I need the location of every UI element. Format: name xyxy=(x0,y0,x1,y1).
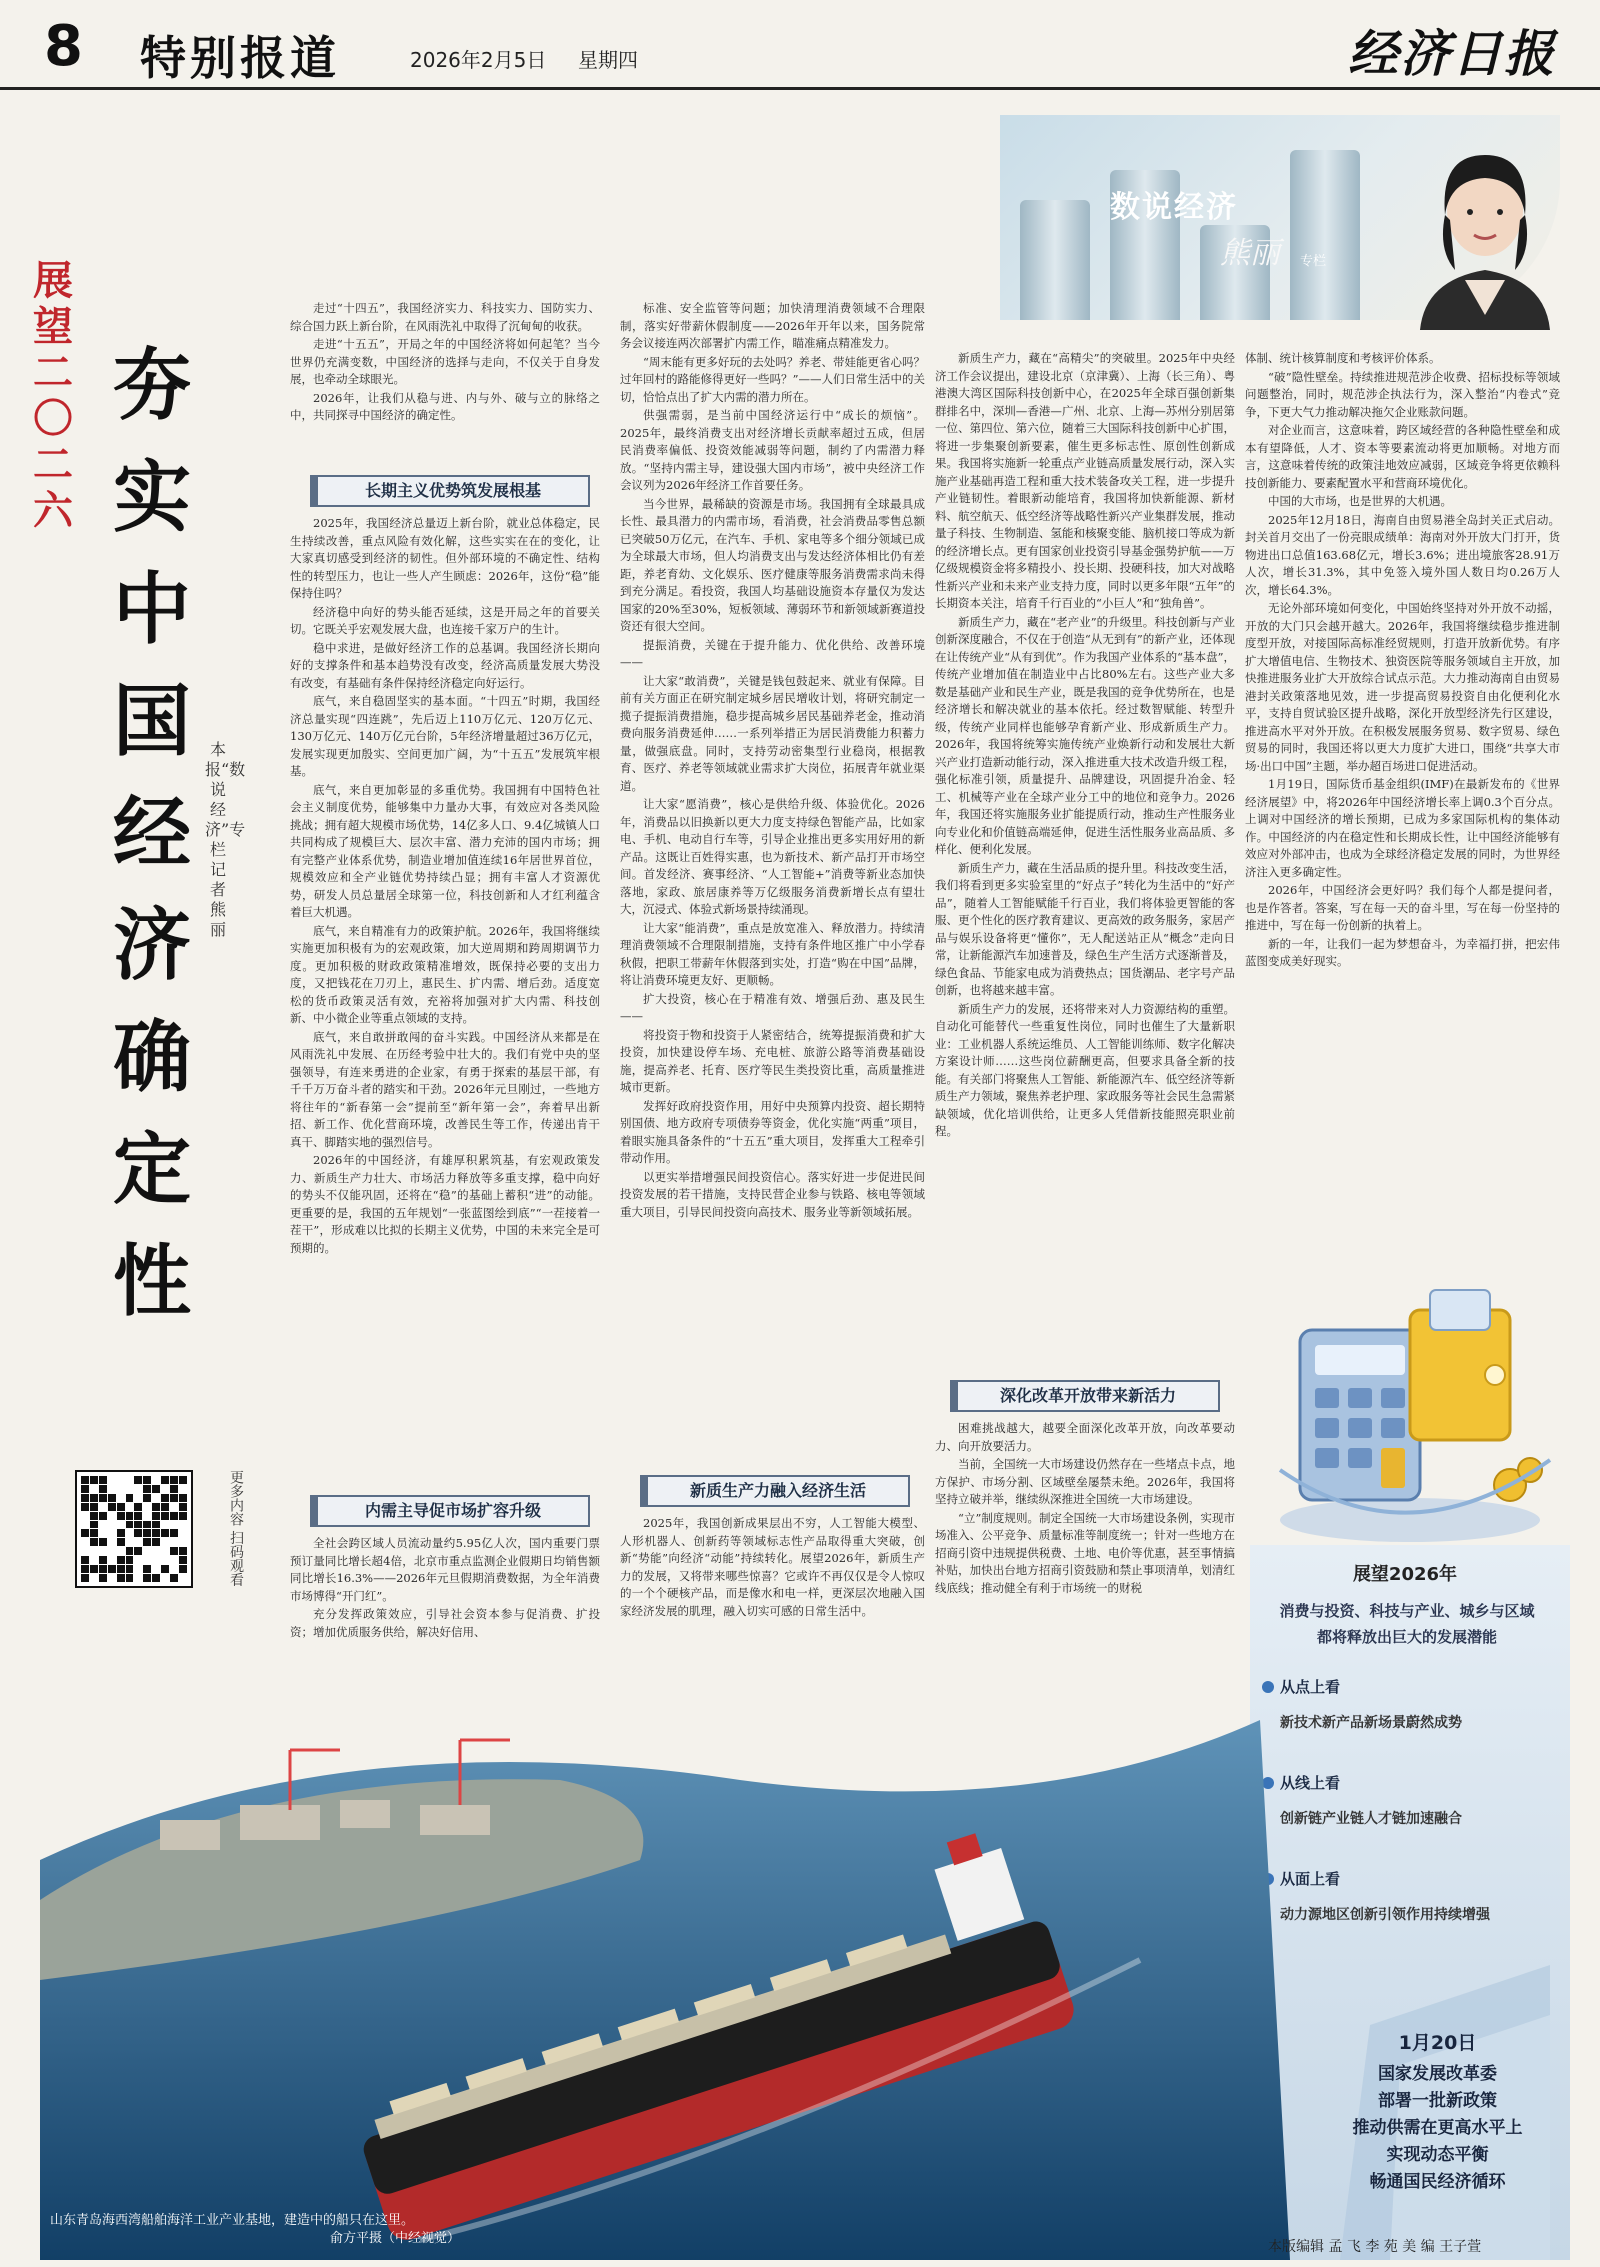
column-suffix: 专栏 xyxy=(1300,254,1327,269)
page-title: 夯实中国经济确定性 xyxy=(112,341,191,1327)
paragraph: 2026年，中国经济会更好吗？我们每个人都是提问者，也是作答者。答案，写在每一天的奋斗里，写在每一份坚持的推进中，写在每一份创新的执着上。 xyxy=(1245,883,1560,932)
paragraph: 底气，来自稳固坚实的基本面。“十四五”时期，我国经济总量实现“四连跳”，先后迈上110万亿元、120万亿元、130万亿元、140万亿元台阶，5年经济增量超过36万亿元，发展实现更加殷实、空间更加广阔，为“十五五”发展筑牢根基。 xyxy=(290,694,600,778)
paragraph: 新的一年，让我们一起为梦想奋斗，为幸福打拼，把宏伟蓝图变成美好现实。 xyxy=(1245,936,1560,968)
paragraph: 经济稳中向好的势头能否延续，这是开局之年的首要关切。它既关乎宏观发展大盘，也连接千家万户的生计。 xyxy=(290,604,600,636)
paragraph: 中国的大市场，也是世界的大机遇。 xyxy=(1268,494,1452,508)
issue-date: 2026年2月5日 xyxy=(410,48,547,72)
paragraph: 无论外部环境如何变化，中国始终坚持对外开放不动摇，开放的大门只会越开越大。2026年，我国将继续稳步推进制度型开放，对接国际高标准经贸规则，打造开放新优势。有序扩大增值电信、生物技术、独资医院等服务领域自主开放，加快推进服务业扩大开放综合试点示范。大力推动海南自由贸易港封关政策落地见效，进一步提高贸易投资自由化便利化水平，支持自贸试验区提升战略，深化开放型经济先行区建设，推进高水平对外开放。在积极发展服务贸易、数字贸易、绿色贸易的同时，我国还将以更大力度扩大进口，围绕“共享大市场·出口中国”主题，举办超百场进口促进活动。 xyxy=(1245,601,1560,773)
paragraph: 新质生产力的发展，还将带来对人力资源结构的重塑。自动化可能替代一些重复性岗位，同时也催生了大量新职业：工业机器人系统运维员、人工智能训练师、数字化解决方案设计师……这些岗位薪酬更高，但要求具备全新的技能。有关部门将聚焦人工智能、新能源汽车、低空经济等新质生产力领域，聚焦养老护理、家政服务等社会民生急需紧缺领域，优化培训供给，让更多人凭借新技能照亮职业前程。 xyxy=(935,1001,1235,1138)
paragraph: 走过“十四五”，我国经济实力、科技实力、国防实力、综合国力跃上新台阶，在风雨洗礼中取得了沉甸甸的收获。 xyxy=(290,301,600,333)
paragraph: 底气，来自敢拼敢闯的奋斗实践。中国经济从来都是在风雨洗礼中发展、在历经考验中壮大的。我们有党中央的坚强领导，有连来勇进的企业家，有勇于探索的基层干部，有千千万万奋斗者的踏实和干劲。2026年元旦刚过，一些地方将往年的“新春第一会”提前至“新年第一会”，奔着早出新招、新工作、优化营商环境，改善民生等工作，传递出肯干真干、脚踏实地的强烈信号。 xyxy=(290,1029,600,1149)
column-name: 数说经济 xyxy=(1110,190,1238,225)
article-col2-a xyxy=(620,300,925,1465)
paragraph: 扩大投资，核心在于精准有效、增强后劲、惠及民生—— xyxy=(620,991,925,1023)
paragraph: 让大家“敢消费”，关键是钱包鼓起来、就业有保障。目前有关方面正在研究制定城乡居民增收计划，将研究制定一揽子提振消费措施，稳步提高城乡居民基础养老金，推动消费向服务消费延伸……一系列举措正为居民消费能力积蓄力量，做强底盘。同时，支持劳动密集型行业稳岗，根据教育、医疗、养老等领域就业需求扩大岗位，拓展青年就业渠道。 xyxy=(620,673,925,793)
paragraph: 走进“十五五”，开局之年的中国经济将如何起笔？当今世界仍充满变数，中国经济的选择与走向，不仅关于自身发展，也牵动全球眼光。 xyxy=(290,337,600,386)
byline: 本报“数说经济”专栏记者 熊 丽 xyxy=(205,740,246,939)
qr-code[interactable] xyxy=(75,1470,193,1588)
subhead-domestic-demand: 内需主导促市场扩容升级 xyxy=(310,1495,590,1527)
article-col1-intro xyxy=(290,300,600,465)
column-author-signature: 熊丽 xyxy=(1220,236,1280,271)
subhead-new-productivity: 新质生产力融入经济生活 xyxy=(640,1475,910,1507)
paragraph: 当前，全国统一大市场建设仍然存在一些堵点卡点，地方保护、市场分割、区域壁垒屡禁未绝。2026年，我国将坚持立破并举，继续纵深推进全国统一大市场建设。 xyxy=(935,1457,1235,1506)
paragraph: 2026年，让我们从稳与进、内与外、破与立的脉络之中，共同探寻中国经济的确定性。 xyxy=(290,390,600,422)
paragraph: 稳中求进，是做好经济工作的总基调。我国经济长期向好的支撑条件和基本趋势没有改变，经济高质量发展大势没有改变，有基础有条件保持经济稳定向好运行。 xyxy=(290,640,600,690)
paragraph: 体制、统计核算制度和考核评价体系。 xyxy=(1245,351,1441,365)
subhead-reform-opening: 深化改革开放带来新活力 xyxy=(950,1380,1220,1412)
page-header xyxy=(0,0,1600,90)
calculator-wallet-illustration xyxy=(1260,1270,1560,1550)
paragraph: 困难挑战越大，越要全面深化改革开放，向改革要动力、向开放要活力。 xyxy=(935,1421,1235,1453)
paragraph: 2025年12月18日，海南自由贸易港全岛封关正式启动。封关首月交出了一份亮眼成绩单：海南对外开放大门打开，货物进出口总值163.68亿元，增长3.6%；进出境旅客28.91万人次，增长31.3%，其中免签入境外国人数日均0.26万人次，增长64.3%。 xyxy=(1245,512,1560,597)
paragraph: 全社会跨区域人员流动量约5.95亿人次，国内重要门票预订量同比增长超4倍，北京市重点监测企业假期日均销售额同比增长16.3%——2026年元旦假期消费数据，为全年消费市场博得“开门红”。 xyxy=(290,1536,600,1603)
paragraph: 2025年，我国经济总量迈上新台阶，就业总体稳定，民生持续改善，重点风险有效化解，这些实实在在的变化，让大家真切感受到经济的韧性。但外部环境的不确定性、结构性的转型压力，也让一些人产生顾虑：2026年，这份“稳”能保持住吗？ xyxy=(290,516,600,600)
outlook-item-head: 从面上看 xyxy=(1262,1868,1340,1889)
paragraph: 以更实举措增强民间投资信心。落实好进一步促进民间投资发展的若干措施，支持民营企业参与铁路、核电等领域重大项目，引导民间投资向高技术、服务业等新领域拓展。 xyxy=(620,1169,925,1219)
masthead-logo: 经济日报 xyxy=(1348,24,1556,83)
paragraph: 让大家“能消费”，重点是放宽准入、释放潜力。持续清理消费领域不合理限制措施，支持有条件地区推广中小学春秋假，把职工带薪年休假落到实处，打造“购在中国”品牌，将让消费环境更友好、更顺畅。 xyxy=(620,920,925,987)
policy-line: 实现动态平衡 xyxy=(1386,2145,1489,2165)
paragraph: “立”制度规则。制定全国统一大市场建设条例，实现市场准入、公平竞争、质量标准等制度统一；针对一些地方在招商引资中违规提供税费、土地、电价等优惠，甚至事情搞补贴，加快出台地方招商引资鼓励和禁止事项清单，划清红线底线；推动健全有利于市场统一的财税 xyxy=(935,1510,1235,1595)
paragraph: 充分发挥政策效应，引导社会资本参与促消费、扩投资；增加优质服务供给，解决好信用、 xyxy=(290,1607,600,1639)
outlook-item-text: 动力源地区创新引领作用持续增强 xyxy=(1280,1907,1490,1923)
page-number: 8 xyxy=(44,14,83,79)
paragraph: 让大家“愿消费”，核心是供给升级、体验优化。2026年，消费品以旧换新以更大力度支持绿色智能产品，比如家电、手机、电动自行车等，引导企业推出更多实用好用的新产品。这既让百姓得实惠，也为新技术、新产品打开市场空间。首发经济、赛事经济、“人工智能+”消费等新业态加快落地，家政、旅居康养等万亿级服务消费新增长点有望壮大，沉浸式、体验式新场景持续涌现。 xyxy=(620,797,925,916)
paragraph: 对企业而言，这意味着，跨区域经营的各种隐性壁垒和成本有望降低，人才、资本等要素流动将更加顺畅。对地方而言，这意味着传统的政策洼地效应减弱，区域竞争将更依赖科技创新能力、要素配置水平和营商环境优化。 xyxy=(1245,423,1560,490)
outlook-subtitle-line: 都将释放出巨大的发展潜能 xyxy=(1316,1628,1497,1646)
policy-box xyxy=(1325,2028,1550,2196)
article-col3-a xyxy=(935,350,1235,1350)
author-portrait xyxy=(1410,130,1560,330)
paragraph: 提振消费，关键在于提升能力、优化供给、改善环境—— xyxy=(620,637,925,669)
photo-caption xyxy=(50,2212,460,2248)
paragraph: 新质生产力，藏在生活品质的提升里。科技改变生活，我们将看到更多实验室里的“好点子”转化为生活中的“好产品”，随着人工智能赋能千行百业，我们将体验更智能的客服、更个性化的医疗教育建议、更高效的政务服务，家居产品与娱乐设备将更“懂你”，无人配送站正从“概念”走向日常，让新能源汽车加速普及，绿色生产生活方式逐渐普及，绿色食品、节能家电成为消费热点；国货潮品、老字号产品创新，也将越来越丰富。 xyxy=(935,860,1235,997)
photo-caption-line: 山东青岛海西湾船舶海洋工业产业基地，建造中的船只在这里。 xyxy=(50,2213,415,2228)
article-col1-main xyxy=(290,515,600,1515)
qr-caption: 更多内容 扫码观看 xyxy=(228,1470,244,1587)
paragraph: 2026年的中国经济，有雄厚积累筑基，有宏观政策发力、新质生产力壮大、市场活力释放等多重支撑，稳中向好的势头不仅能巩固，还将在“稳”的基础上蓄积“进”的动能。更重要的是，我国的五年规划“一张蓝图绘到底”“一茬接着一茬干”，形成难以比拟的长期主义优势，中国的未来完全是可预期的。 xyxy=(290,1153,600,1255)
policy-line: 部署一批新政策 xyxy=(1378,2091,1497,2111)
article-col4 xyxy=(1245,350,1560,1260)
subhead-long-term: 长期主义优势筑发展根基 xyxy=(310,475,590,507)
policy-line: 畅通国民经济循环 xyxy=(1369,2172,1506,2192)
paragraph: 2025年，我国创新成果层出不穷，人工智能大模型、人形机器人、创新药等领域标志性产品取得重大突破，创新“势能”向经济“动能”持续转化。展望2026年，新质生产力的发展，又将带来哪些惊喜？它或许不再仅仅是令人惊叹的一个个硬核产品，而是像水和电一样，更深层次地融入国家经济发展的肌理，融入切实可感的日常生活中。 xyxy=(620,1516,925,1618)
outlook-item-head: 从线上看 xyxy=(1262,1772,1340,1793)
paragraph: 标准、安全监管等问题；加快清理消费领域不合理限制，落实好带薪休假制度——2026年开年以来，国务院常务会议接连两次部署扩内需工作，瞄准痛点精准发力。 xyxy=(620,301,925,350)
photo-caption-line: 俞方平摄（中经视觉） xyxy=(330,2231,461,2246)
paragraph: “周末能有更多好玩的去处吗？养老、带娃能更省心吗？过年回村的路能修得更好一些吗？”——人们日常生活中的关切，恰恰点出了扩大内需的潜力所在。 xyxy=(620,354,925,404)
side-tag: 展望二〇二六 xyxy=(33,258,73,534)
paragraph: 1月19日，国际货币基金组织(IMF)在最新发布的《世界经济展望》中，将2026年中国经济增长率上调0.3个百分点。上调对中国经济的增长预期，已成为多家国际机构的集体动作。中国经济的内在稳定性和长期成长性，让中国经济能够有效应对外部冲击，也成为全球经济稳定发展的同时，为世界经济注入更多确定性。 xyxy=(1245,777,1560,879)
editor-credits: 本版编辑 孟 飞 李 苑 美 编 王子萱 xyxy=(1268,2239,1482,2255)
policy-line: 国家发展改革委 xyxy=(1378,2064,1497,2084)
paragraph: 当今世界，最稀缺的资源是市场。我国拥有全球最具成长性、最具潜力的内需市场，看消费，社会消费品零售总额已突破50万亿元，在汽车、手机、家电等多个细分领域已成为全球最大市场，但人均消费支出与发达经济体相比仍有差距，养老育幼、文化娱乐、医疗健康等服务消费需求尚未得到充分满足。看投资，我国人均基础设施资本存量仅为发达国家的20%至30%，短板领域、薄弱环节和新领域新赛道投资还有很大空间。 xyxy=(620,496,925,633)
outlook-title: 展望2026年 xyxy=(1352,1564,1458,1585)
issue-weekday: 星期四 xyxy=(578,48,638,72)
outlook-item-head: 从点上看 xyxy=(1262,1676,1340,1697)
outlook-subtitle xyxy=(1262,1598,1552,1650)
paragraph: 将投资于物和投资于人紧密结合，统筹提振消费和扩大投资，加快建设停车场、充电桩、旅游公路等消费基础设施，提高养老、托育、医疗等民生类投资比重，高质量推进城市更新。 xyxy=(620,1027,925,1094)
policy-date: 1月20日 xyxy=(1398,2032,1477,2054)
paragraph: 底气，来自精准有力的政策护航。2026年，我国将继续实施更加积极有为的宏观政策，加大逆周期和跨周期调节力度。更加积极的财政政策精准增效，既保持必要的支出力度，又把钱花在刀刃上，惠民生、扩内需、增后劲。适度宽松的货币政策灵活有效，充裕将加强对扩大内需、科技创新、中小微企业等重点领域的支持。 xyxy=(290,923,600,1025)
shipyard-photo xyxy=(40,1600,1290,2260)
paragraph: 新质生产力，藏在“高精尖”的突破里。2025年中央经济工作会议提出，建设北京（京津冀）、上海（长三角）、粤港澳大湾区国际科技创新中心，在2025年全球百强创新集群排名中，深圳—香港—广州、北京、上海—苏州分别居第一位、第四位、第六位，随着三大国际科技创新中心扩围，将进一步集聚创新要素，催生更多标志性、原创性创新成果。我国将实施新一轮重点产业链高质量发展行动，深入实施产业基础再造工程和重大技术装备攻关工程，进一步提升产业链韧性。着眼新动能培育，我国将加快新能源、新材料、航空航天、低空经济等战略性新兴产业集群发展，推动量子科技、生物制造、氢能和核聚变能、脑机接口等成为新的经济增长点。更有国家创业投资引导基金强势护航——万亿级规模资金将多精投小、投长期、投硬科技，加大对战略性新兴产业和未来产业支持力度，同时以更多年限“五年”的长期资本关注，培育千行百业的“小巨人”和“独角兽”。 xyxy=(935,351,1235,610)
outlook-item-text: 创新链产业链人才链加速融合 xyxy=(1280,1811,1462,1827)
paragraph: 供强需弱，是当前中国经济运行中“成长的烦恼”。2025年，最终消费支出对经济增长贡献率超过五成，但居民消费率偏低、投资效能减弱等问题，制约了内需潜力释放。“坚持内需主导，建设强大国内市场”，被中央经济工作会议列为2026年经济工作首要任务。 xyxy=(620,408,925,492)
outlook-subtitle-line: 消费与投资、科技与产业、城乡与区域 xyxy=(1279,1602,1535,1620)
paragraph: 新质生产力，藏在“老产业”的升级里。科技创新与产业创新深度融合，不仅在于创造“从无到有”的新产业，还体现在让传统产业“从有到优”。作为我国产业体系的“基本盘”，传统产业增加值在制造业中占比80%左右。这些产业大多数是基础产业和民生产业，既是我国的竞争优势所在，也是经济增长和解决就业的基本依托。经过数智赋能、转型升级，传统产业同样也能够孕育新产业、形成新质生产力。2026年，我国将统筹实施传统产业焕新行动和发展壮大新兴产业打造新动能行动，深入推进重大技术改造升级工程，强化标准引领，质量提升、品牌建设，巩固提升冶金、轻工、机械等产业在全球产业分工中的地位和竞争力。2026年，我国还将实施服务业扩能提质行动，推动生产性服务业向专业化和价值链高端延伸，促进生活性服务业高品质、多样化、便利化发展。 xyxy=(935,614,1235,856)
policy-line: 推动供需在更高水平上 xyxy=(1352,2118,1523,2138)
outlook-item-text: 新技术新产品新场景蔚然成势 xyxy=(1280,1715,1462,1731)
section-name: 特别报道 xyxy=(140,31,340,85)
paragraph: 底气，来自更加彰显的多重优势。我国拥有中国特色社会主义制度优势，能够集中力量办大事，有效应对各类风险挑战；拥有超大规模市场优势，14亿多人口、9.4亿城镇人口共同构成了规模巨大、层次丰富、潜力充沛的国内市场；拥有完整产业体系优势，制造业增加值连续16年居世界首位，规模效应和全产业链优势持续凸显；拥有丰富人才资源优势，研发人员总量居全球第一位，科技创新和人才红利蕴含着巨大机遇。 xyxy=(290,782,600,919)
paragraph: “破”隐性壁垒。持续推进规范涉企收费、招标投标等领域问题整治，同时，规范涉企执法行为，深入整治“内卷式”竞争，下更大气力推动解决拖欠企业账款问题。 xyxy=(1245,369,1560,419)
paragraph: 发挥好政府投资作用，用好中央预算内投资、超长期特别国债、地方政府专项债券等资金，优化实施“两重”项目，着眼实施具备条件的“十五五”重大项目，发挥重大工程牵引带动作用。 xyxy=(620,1098,925,1165)
